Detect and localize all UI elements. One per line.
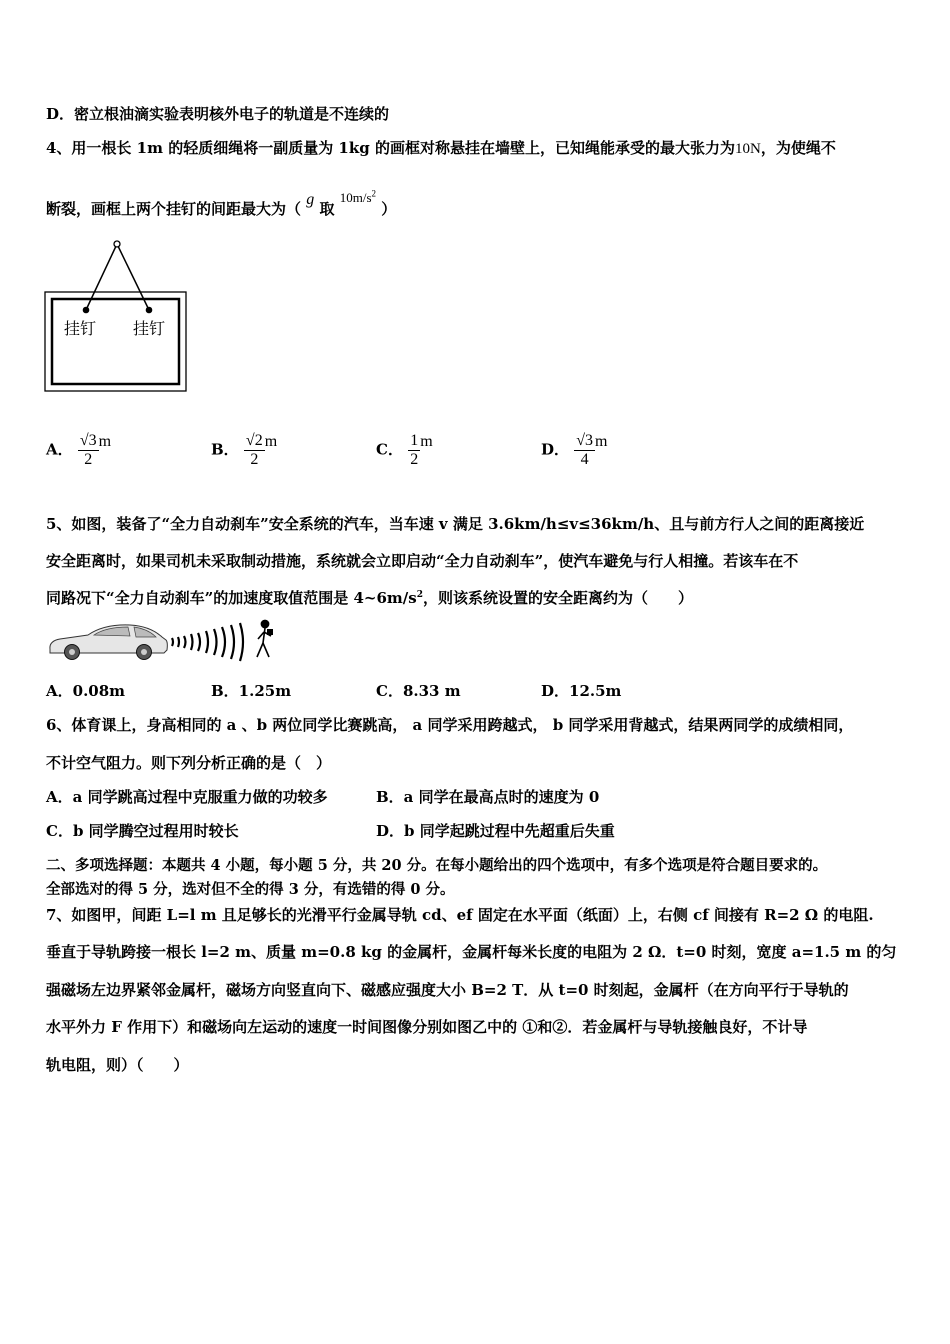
q6-option-a: A．a 同学跳高过程中克服重力做的功较多 [46,788,328,806]
question-5-line-1: 5、如图，装备了“全力自动刹车”安全系统的汽车，当车速 v 满足 3.6km/h≤v≤36km/h、且与前方行人之间的距离接近 [46,515,865,533]
question-7-line-3: 强磁场左边界紧邻金属杆，磁场方向竖直向下、磁感应强度大小 B=2 T．从 t=0 时刻起，金属杆（在方向平行于导轨的 [46,981,849,999]
car-hub-rear [141,649,147,655]
unit: m [98,432,112,450]
pedestrian-bag [267,629,273,635]
q4-text: 4、用一根长 1m 的轻质细绳将一副质量为 1kg 的画框对称悬挂在墙壁上，已知绳能承受的最大张力为 [46,139,735,157]
q6-option-d: D．b 同学起跳过程中先超重后失重 [376,822,615,840]
q4-option-a [46,432,111,469]
question-6-line-1: 6、体育课上，身高相同的 a 、b 两位同学比赛跳高， a 同学采用跨越式， b 同学采用背越式，结果两同学的成绩相同， [46,716,854,734]
frac-num: √2 [245,432,263,449]
q4-option-a-frac [78,432,99,469]
q4-option-b-frac [244,432,265,469]
question-5-line-2: 安全距离时，如果司机未采取制动措施，系统就会立即启动“全力自动刹车”，使汽车避免与行人相撞。若该车在不 [46,552,799,570]
q5-option-a: A．0.08m [46,682,126,700]
q5-text-end: ，则该系统设置的安全距离约为（ ） [422,589,693,607]
question-7-line-5: 轨电阻，则）（ ） [46,1056,189,1074]
frac-den: 2 [410,451,419,468]
q4-option-b [211,432,277,469]
q4-close-paren: ） [381,200,397,218]
q5-text-3: 同路况下“全力自动刹车”的加速度取值范围是 4~6m/s [46,589,417,607]
nail-left-label: 挂钉 [64,319,97,338]
q4-tension: 10N [734,141,761,157]
unit: m [264,432,278,450]
nail-right-label: 挂钉 [133,319,166,338]
frac-den: 2 [84,451,93,468]
q5-sup: 2 [416,590,423,600]
frac-num: √3 [79,432,97,449]
q4-option-c-frac [408,432,420,469]
frac-den: 4 [580,451,589,468]
frac-den: 2 [250,451,259,468]
q5-option-c: C．8.33 m [376,682,461,700]
q6-option-b: B．a 同学在最高点时的速度为 0 [376,788,600,806]
q4-option-c [376,432,433,469]
section-2-heading: 二、多项选择题：本题共 4 小题，每小题 5 分，共 20 分。在每小题给出的四个选项中，有多个选项是符合题目要求的。 [46,857,828,874]
question-5-line-3 [46,587,693,608]
q5-option-d: D．12.5m [541,682,622,700]
q4-option-d-label: D． [541,440,570,459]
q4-option-d [541,432,607,469]
question-7-line-2: 垂直于导轨跨接一根长 l=2 m、质量 m=0.8 kg 的金属杆，金属杆每米长度的电阻为 2 Ω．t=0 时刻，宽度 a=1.5 m 的匀 [46,943,897,961]
q6-option-c: C．b 同学腾空过程用时较长 [46,822,239,840]
radar-waves [172,623,243,661]
picture-frame-figure [44,238,190,394]
question-7-line-4: 水平外力 F 作用下）和磁场向左运动的速度一时间图像分别如图乙中的 ①和②．若金属杆与导轨接触良好，不计导 [46,1018,808,1036]
unit: m [420,432,433,450]
pedestrian [257,620,271,657]
option-d-line: D．密立根油滴实验表明核外电子的轨道是不连续的 [46,105,390,123]
frame-outer [45,292,186,391]
q4-take: 取 [319,200,335,218]
q4-option-d-frac [574,432,595,469]
q4-option-a-label: A． [46,440,73,459]
q4-text-2: 断裂，画框上两个挂钉的间距最大为（ [46,200,302,218]
car-hub-front [69,649,75,655]
nail-right-dot [146,307,153,314]
g-symbol: g [306,191,315,208]
question-4-line-2 [46,188,397,219]
q5-option-b: B．1.25m [211,682,292,700]
g-value [340,190,376,205]
g-value-sup: 2 [371,188,377,199]
q4-option-b-label: B． [211,440,239,459]
unit: m [595,432,608,450]
wall-hook [114,241,120,247]
question-4-line-1 [46,137,836,158]
q4-option-c-label: C． [376,440,403,459]
frac-num: √3 [576,432,594,449]
nail-left-dot [83,307,90,314]
g-value-text: 10m/s [339,190,372,205]
q4-text-end: ，为使绳不 [760,139,836,157]
car-pedestrian-figure [46,617,286,667]
question-6-line-2: 不计空气阻力。则下列分析正确的是（ ） [46,754,332,772]
question-7-line-1: 7、如图甲，间距 L=l m 且足够长的光滑平行金属导轨 cd、ef 固定在水平面（纸面）上，右侧 cf 间接有 R=2 Ω 的电阻. [46,906,874,924]
section-2-scoring: 全部选对的得 5 分，选对但不全的得 3 分，有选错的得 0 分。 [46,881,455,898]
frame-inner [52,299,179,384]
frac-num: 1 [410,432,419,449]
